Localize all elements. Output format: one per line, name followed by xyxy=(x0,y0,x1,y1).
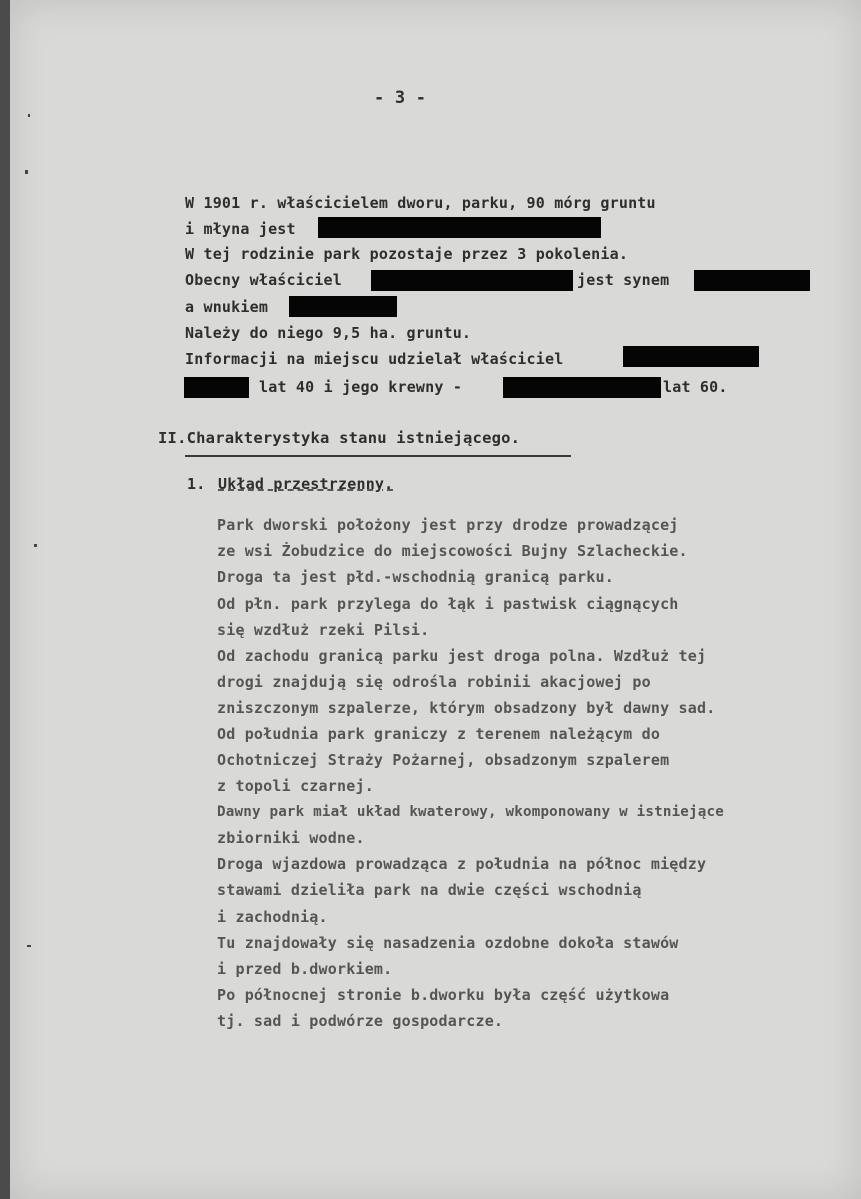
body-line: stawami dzieliła park na dwie części wschodnią xyxy=(217,881,642,899)
body-line: Od płn. park przylega do łąk i pastwisk ciągnących xyxy=(217,595,679,613)
intro-line-8a: lat 40 i jego krewny - xyxy=(259,378,463,396)
intro-line-4b: jest synem xyxy=(577,271,670,289)
redaction-box xyxy=(371,270,573,291)
body-line: zbiorniki wodne. xyxy=(217,829,365,847)
margin-mark xyxy=(27,945,31,947)
intro-line-7: Informacji na miejscu udzielał właściciel xyxy=(185,350,564,368)
body-line: tj. sad i podwórze gospodarcze. xyxy=(217,1012,504,1030)
body-line: Droga wjazdowa prowadząca z południa na północ między xyxy=(217,855,707,873)
body-line: Park dworski położony jest przy drodze prowadzącej xyxy=(217,516,679,534)
redaction-box xyxy=(503,377,661,398)
body-line: i przed b.dworkiem. xyxy=(217,960,393,978)
intro-line-8b: lat 60. xyxy=(663,378,728,396)
redaction-box xyxy=(694,270,810,291)
body-line: się wzdłuż rzeki Pilsi. xyxy=(217,621,430,639)
intro-line-6: Należy do niego 9,5 ha. gruntu. xyxy=(185,324,472,342)
margin-mark xyxy=(28,114,30,117)
redaction-box xyxy=(289,296,397,317)
subsection-title: Układ przestrzenny. xyxy=(218,475,394,493)
subsection-number: 1. xyxy=(187,475,206,493)
body-line: Ochotniczej Straży Pożarnej, obsadzonym szpalerem xyxy=(217,751,670,769)
intro-line-3: W tej rodzinie park pozostaje przez 3 pokolenia. xyxy=(185,245,629,263)
body-line: zniszczonym szpalerze, którym obsadzony był dawny sad. xyxy=(217,699,716,717)
body-line: Od południa park graniczy z terenem należącym do xyxy=(217,725,661,743)
intro-line-4a: Obecny właściciel xyxy=(185,271,342,289)
intro-line-5: a wnukiem xyxy=(185,298,269,316)
margin-mark xyxy=(25,170,28,174)
body-line: i zachodnią. xyxy=(217,908,328,926)
body-line: z topoli czarnej. xyxy=(217,777,374,795)
margin-mark xyxy=(34,544,37,547)
section-heading: II.Charakterystyka stanu istniejącego. xyxy=(158,429,521,447)
body-line: drogi znajdują się odrośla robinii akacjowej po xyxy=(217,673,651,691)
body-line: ze wsi Żobudzice do miejscowości Bujny Szlacheckie. xyxy=(217,542,688,560)
body-line: Dawny park miał układ kwaterowy, wkomponowany w istniejące xyxy=(217,804,725,820)
redaction-box xyxy=(184,377,249,398)
heading-underline xyxy=(185,455,571,457)
intro-line-2: i młyna jest xyxy=(185,220,296,238)
body-line: Tu znajdowały się nasadzenia ozdobne dokoła stawów xyxy=(217,934,679,952)
redaction-box xyxy=(623,346,759,367)
page-number: - 3 - xyxy=(374,88,427,108)
body-line: Droga ta jest płd.-wschodnią granicą parku. xyxy=(217,568,614,586)
body-line: Po północnej stronie b.dworku była część użytkowa xyxy=(217,986,670,1004)
body-line: Od zachodu granicą parku jest droga polna. Wzdłuż tej xyxy=(217,647,707,665)
redaction-box xyxy=(318,217,601,238)
intro-line-1: W 1901 r. właścicielem dworu, parku, 90 mórg gruntu xyxy=(185,194,656,212)
